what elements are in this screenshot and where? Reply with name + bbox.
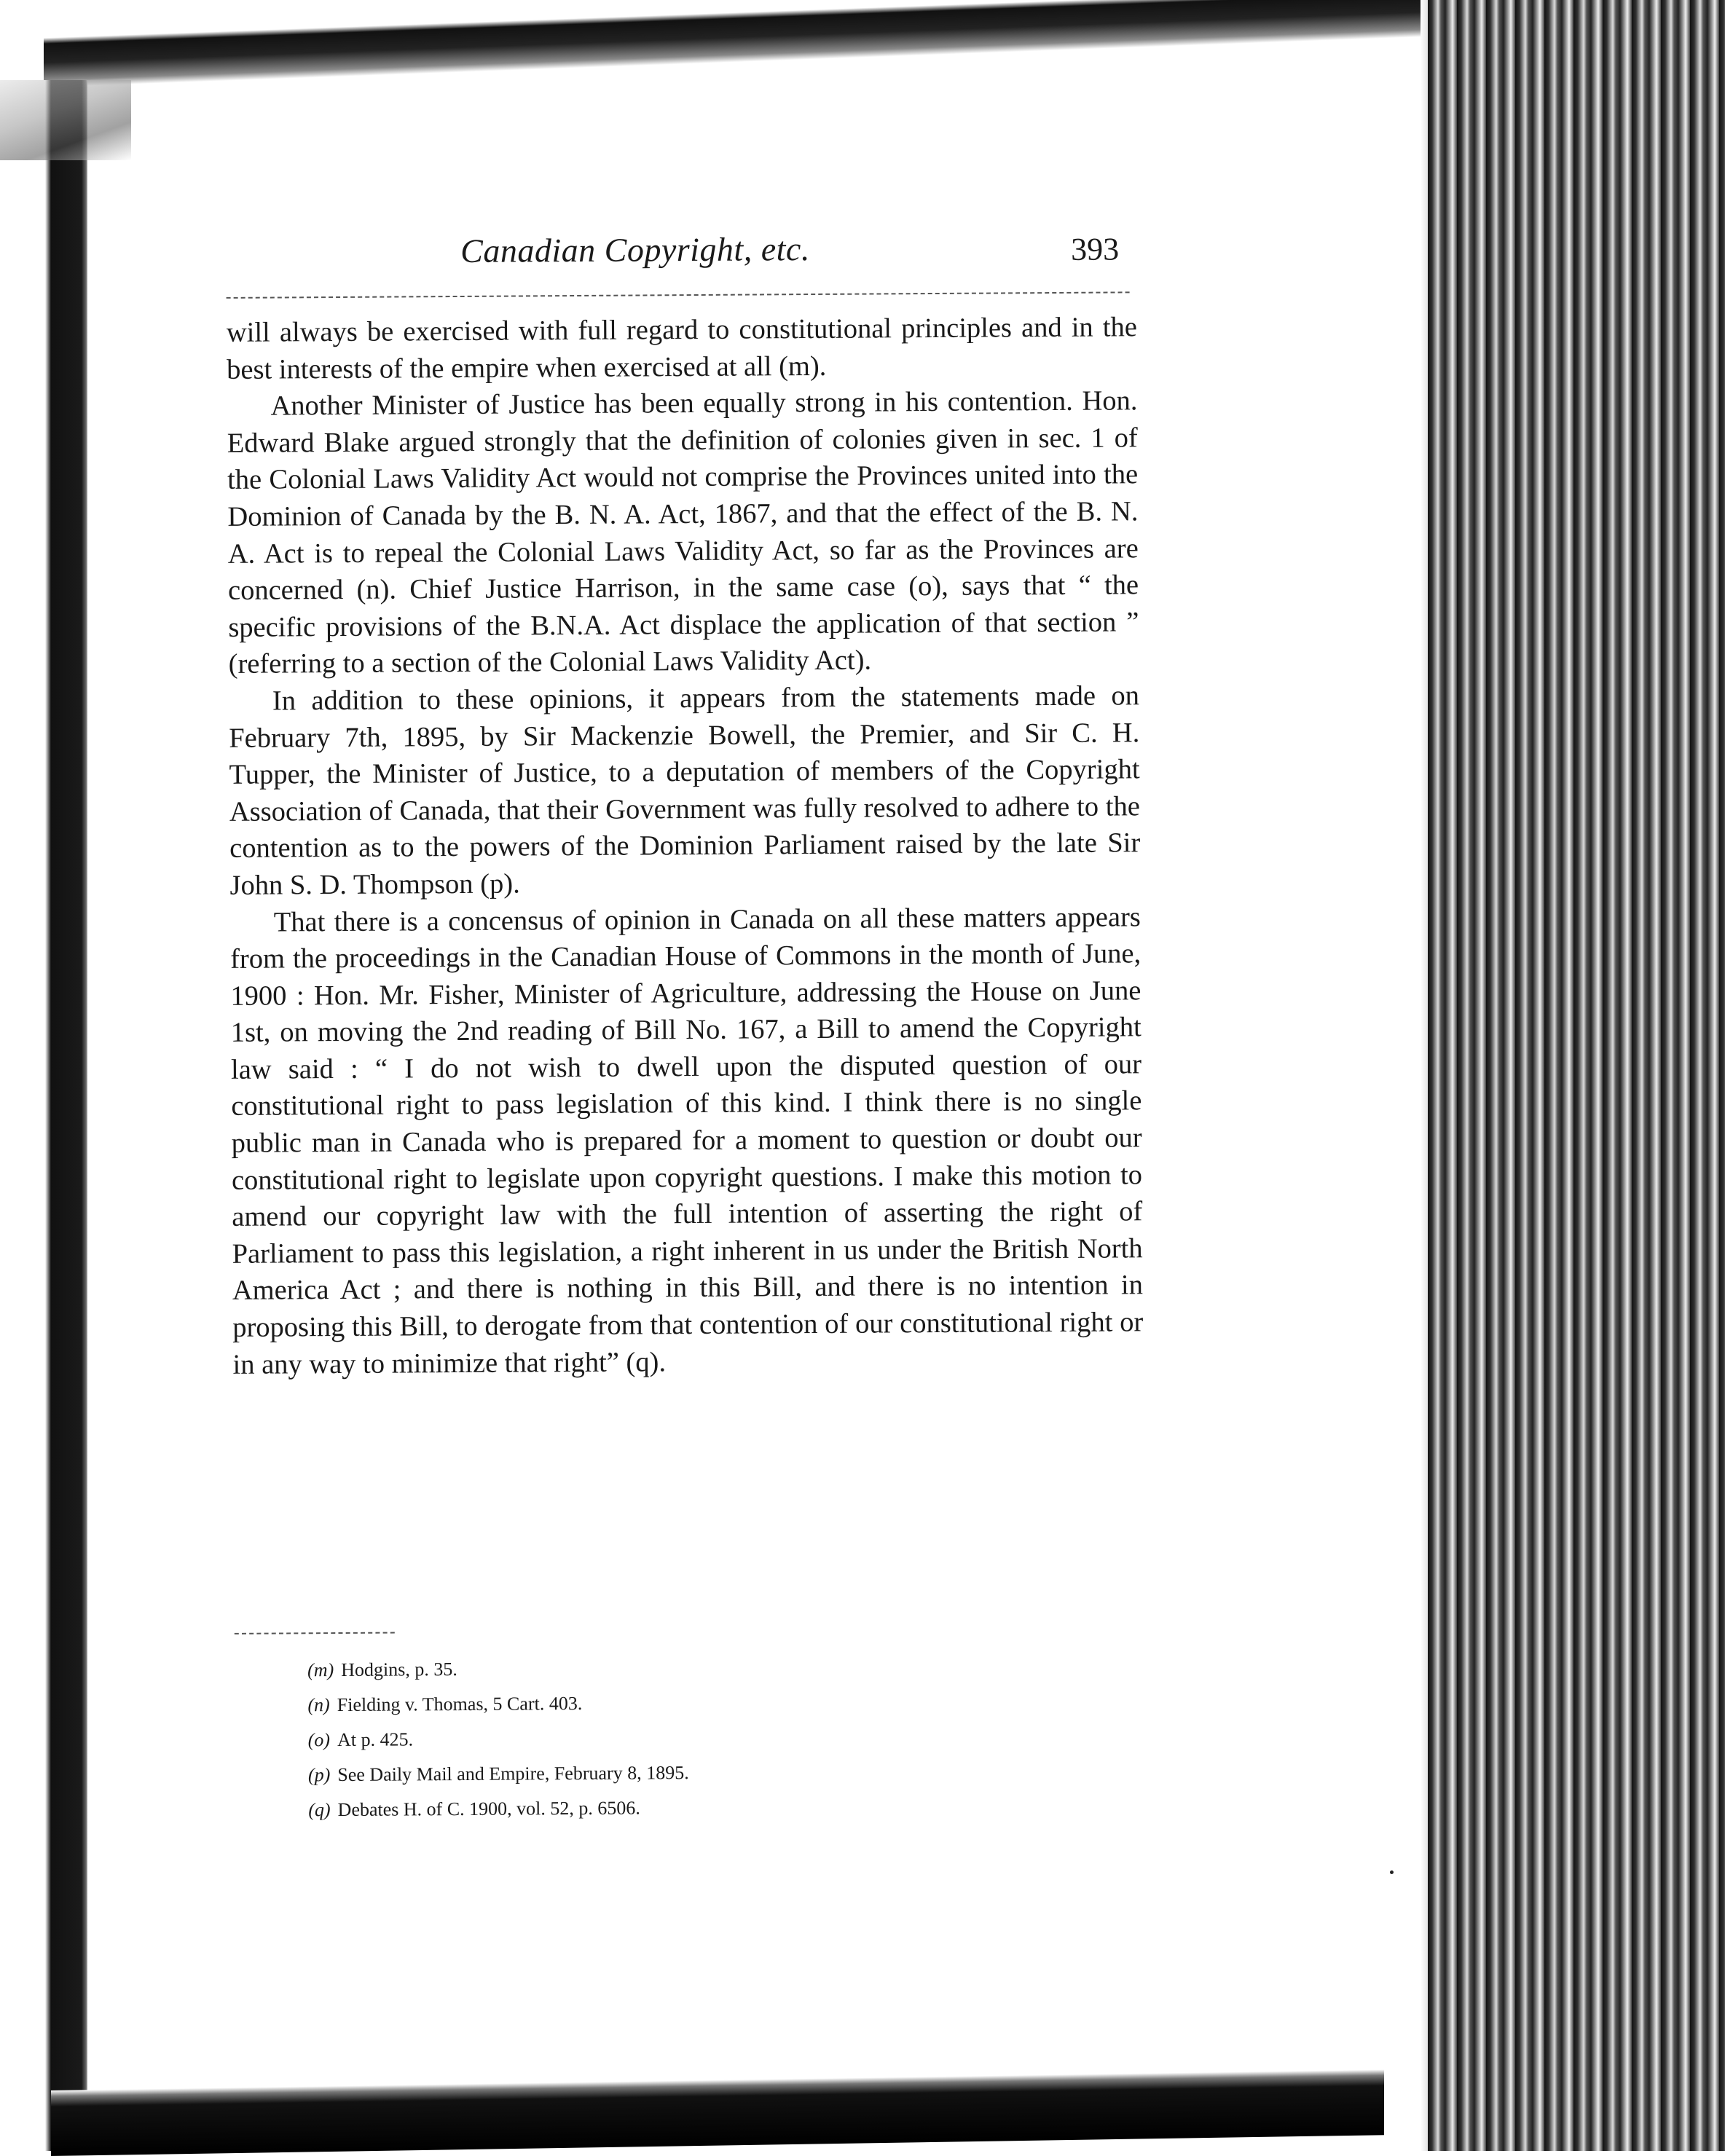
paragraph: Another Minister of Justice has been equally strong in his contention. Hon. Edward Blake argued strongly that the definition of colonies given in sec. 1 of the Colonial Laws Validity Act would not comprise the Provinces united into the Dominion of Canada by the B. N. A. Act, 1867, and that the effect of the B. N. A. Act is to repeal the Colonial Laws Validity Act, so far as the Provinces are concerned (n). Chief Justice Harrison, in the same case (o), says that “ the specific provisions of the B.N.A. Act displace the application of that section ” (referring to a section of the Colonial Laws Validity Act). bbox=[227, 385, 1139, 680]
footnote-text: Fielding v. Thomas, 5 Cart. 403. bbox=[337, 1692, 583, 1716]
footnote-mark: (p) bbox=[307, 1764, 331, 1786]
footnote-mark: (m) bbox=[307, 1659, 334, 1681]
footnote bbox=[308, 1753, 1109, 1793]
scan-bottom-edge bbox=[51, 2069, 1384, 2156]
header-rule bbox=[227, 291, 1130, 299]
footnote-text: At p. 425. bbox=[337, 1728, 414, 1751]
footnote-text: Debates H. of C. 1900, vol. 52, p. 6506. bbox=[337, 1797, 640, 1821]
footnote-mark: (q) bbox=[308, 1799, 331, 1821]
footnote bbox=[308, 1718, 1109, 1758]
footnote bbox=[307, 1648, 1109, 1688]
page-number: 393 bbox=[1071, 231, 1120, 267]
footnote bbox=[308, 1788, 1109, 1828]
page-header bbox=[219, 227, 1166, 291]
footnote-text: See Daily Mail and Empire, February 8, 1895. bbox=[337, 1762, 689, 1786]
scan-top-edge bbox=[44, 0, 1442, 124]
book-page bbox=[219, 220, 1176, 1901]
paragraph: In addition to these opinions, it appears from the statements made on February 7th, 1895, by Sir Mackenzie Bowell, the Premier, and Sir C. H. Tupper, the Minister of Justice, to a deputation of members of the Copyright Association of Canada, that their Government was fully resolved to adhere to the contention as to the powers of the Dominion Parliament raised by the late Sir John S. D. Thompson (p). bbox=[229, 680, 1141, 901]
speck-mark bbox=[1390, 1870, 1394, 1874]
footnote-text: Hodgins, p. 35. bbox=[341, 1659, 457, 1681]
footnote bbox=[307, 1683, 1109, 1723]
book-spine-edge bbox=[1428, 0, 1725, 2151]
running-title: Canadian Copyright, etc. bbox=[460, 230, 811, 270]
footnote-rule bbox=[235, 1632, 395, 1634]
paragraph-continued: will always be exercised with full regard to constitutional principles and in the best interests of the empire when exercised at all (m). bbox=[226, 312, 1138, 385]
footnote-mark: (o) bbox=[307, 1729, 331, 1751]
footnotes bbox=[307, 1648, 1109, 1828]
footnote-mark: (n) bbox=[307, 1694, 330, 1716]
paragraph: That there is a concensus of opinion in Canada on all these matters appears from the proceedings in the Canadian House of Commons in the month of June, 1900 : Hon. Mr. Fisher, Minister of Agriculture, addressing the House on June 1st, on moving the 2nd reading of Bill No. 167, a Bill to amend the Copyright law said : “ I do not wish to dwell upon the disputed question of our constitutional right to pass legislation of this kind. I think there is no single public man in Canada who is prepared for a moment to question or doubt our constitutional right to legislate upon copyright questions. I make this motion to amend our copyright law with the full intention of asserting the right of Parliament to pass this legislation, a right inherent in us under the British North America Act ; and there is nothing in this Bill, and there is no intention in proposing this Bill, to derogate from that contention of our constitutional right or in any way to minimize that right” (q). bbox=[230, 901, 1144, 1380]
body-text bbox=[227, 309, 1144, 1383]
scan-left-edge bbox=[0, 80, 87, 2151]
scan-corner-shadow bbox=[0, 80, 131, 160]
